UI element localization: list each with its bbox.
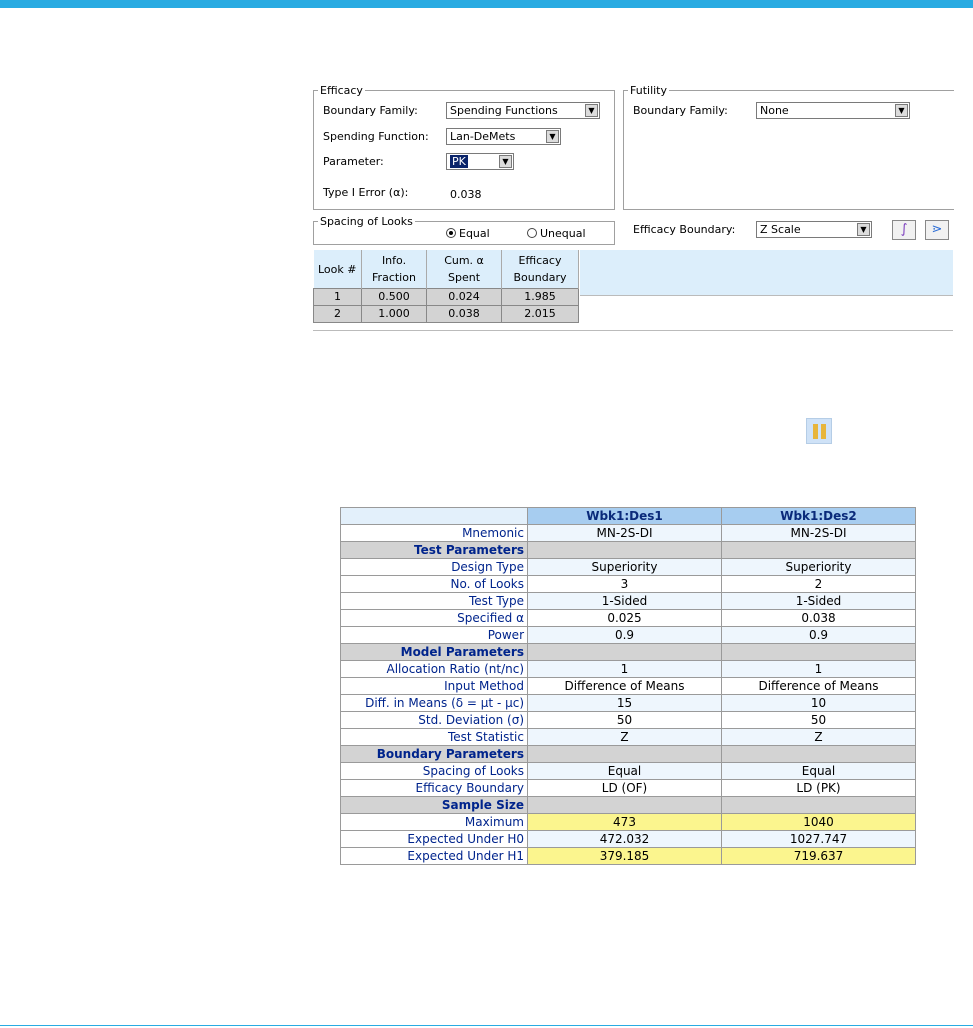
- table-cell[interactable]: 0.500: [362, 289, 427, 306]
- spacing-unequal-label: Unequal: [540, 227, 586, 240]
- comparison-header-row: [341, 508, 916, 525]
- table-cell: 15: [528, 695, 722, 712]
- row-label: Expected Under H1: [341, 848, 528, 865]
- table-cell[interactable]: 1.000: [362, 306, 427, 323]
- table-cell: [722, 797, 916, 814]
- row-label: Diff. in Means (δ = μt - μc): [341, 695, 528, 712]
- type1-error-label: Type I Error (α):: [323, 186, 409, 199]
- looks-table: [313, 250, 579, 323]
- header-line: Boundary: [513, 271, 567, 284]
- table-cell: Difference of Means: [528, 678, 722, 695]
- spacing-unequal-radio[interactable]: [527, 227, 586, 240]
- table-cell: 473: [528, 814, 722, 831]
- futility-legend: Futility: [630, 84, 668, 97]
- stopping-chart-icon: ⋗: [931, 222, 943, 237]
- table-cell: Z: [722, 729, 916, 746]
- table-cell: [528, 797, 722, 814]
- table-row: [341, 848, 916, 865]
- table-cell: Equal: [528, 763, 722, 780]
- cum-alpha-spent-header: [427, 250, 502, 289]
- table-cell: LD (OF): [528, 780, 722, 797]
- table-cell: 0.9: [528, 627, 722, 644]
- section-row: [341, 644, 916, 661]
- column-header-des1: Wbk1:Des1: [528, 508, 722, 525]
- table-cell: 1: [528, 661, 722, 678]
- row-label: Specified α: [341, 610, 528, 627]
- table-cell: [722, 746, 916, 763]
- row-label: Maximum: [341, 814, 528, 831]
- table-cell: Z: [528, 729, 722, 746]
- efficacy-boundary-label: Efficacy Boundary:: [633, 223, 736, 236]
- table-cell: 1: [314, 289, 362, 306]
- header-line: Spent: [447, 271, 481, 284]
- section-row: [341, 542, 916, 559]
- looks-table-header-extension: [580, 250, 953, 296]
- efficacy-boundary-scale-value: Z Scale: [760, 223, 801, 236]
- table-row: [341, 610, 916, 627]
- table-cell: 1: [722, 661, 916, 678]
- bottom-accent-line: [0, 1025, 973, 1026]
- spacing-equal-label: Equal: [459, 227, 490, 240]
- row-label: Power: [341, 627, 528, 644]
- radio-unselected-icon: [527, 228, 537, 238]
- table-cell: Equal: [722, 763, 916, 780]
- table-cell: 1040: [722, 814, 916, 831]
- table-row: [341, 661, 916, 678]
- header-line: Info.: [381, 254, 407, 267]
- table-cell: Superiority: [528, 559, 722, 576]
- boundary-chart-icon: ∫: [900, 222, 908, 237]
- table-cell: 50: [528, 712, 722, 729]
- table-row: [314, 306, 579, 323]
- looks-table-header: [314, 250, 579, 289]
- look-number-header: Look #: [314, 250, 362, 289]
- table-cell: [528, 644, 722, 661]
- table-cell: 1027.747: [722, 831, 916, 848]
- section-row: [341, 797, 916, 814]
- table-row: [341, 780, 916, 797]
- table-cell: 3: [528, 576, 722, 593]
- section-row: [341, 746, 916, 763]
- table-row: [341, 695, 916, 712]
- efficacy-boundary-scale-dropdown[interactable]: [756, 221, 872, 238]
- chevron-down-icon: ▼: [546, 130, 559, 143]
- table-cell: [528, 542, 722, 559]
- table-cell: 50: [722, 712, 916, 729]
- table-row: [341, 525, 916, 542]
- section-label: Test Parameters: [341, 542, 528, 559]
- row-label: Spacing of Looks: [341, 763, 528, 780]
- table-cell: 379.185: [528, 848, 722, 865]
- row-label: Test Statistic: [341, 729, 528, 746]
- table-row: [341, 627, 916, 644]
- table-cell: 2: [314, 306, 362, 323]
- table-cell: 10: [722, 695, 916, 712]
- table-cell: 0.024: [427, 289, 502, 306]
- row-label: Input Method: [341, 678, 528, 695]
- row-label: Test Type: [341, 593, 528, 610]
- looks-table-bottom-line: [313, 330, 953, 331]
- row-label: Design Type: [341, 559, 528, 576]
- table-cell: [722, 644, 916, 661]
- row-label: Std. Deviation (σ): [341, 712, 528, 729]
- table-row: [341, 559, 916, 576]
- chevron-down-icon: ▼: [585, 104, 598, 117]
- spacing-equal-radio[interactable]: [446, 227, 490, 240]
- header-line: Fraction: [372, 271, 416, 284]
- table-row: [341, 814, 916, 831]
- futility-boundary-family-label: Boundary Family:: [633, 104, 728, 117]
- section-label: Boundary Parameters: [341, 746, 528, 763]
- efficacy-boundary-family-label: Boundary Family:: [323, 104, 418, 117]
- section-label: Model Parameters: [341, 644, 528, 661]
- header-line: Efficacy: [518, 254, 562, 267]
- table-row: [341, 831, 916, 848]
- type1-error-value: 0.038: [450, 188, 482, 201]
- table-cell: MN-2S-DI: [528, 525, 722, 542]
- futility-boundary-family-value: None: [760, 104, 789, 117]
- spending-function-value: Lan-DeMets: [450, 130, 516, 143]
- row-label: No. of Looks: [341, 576, 528, 593]
- table-cell: 719.637: [722, 848, 916, 865]
- table-row: [341, 593, 916, 610]
- spacing-legend: Spacing of Looks: [320, 215, 413, 228]
- column-header-des2: Wbk1:Des2: [722, 508, 916, 525]
- table-row: [341, 576, 916, 593]
- parameter-dropdown[interactable]: [446, 153, 514, 170]
- table-cell: 0.025: [528, 610, 722, 627]
- table-cell: Superiority: [722, 559, 916, 576]
- efficacy-legend: Efficacy: [320, 84, 363, 97]
- table-row: [314, 289, 579, 306]
- spending-function-label: Spending Function:: [323, 130, 429, 143]
- table-cell: 472.032: [528, 831, 722, 848]
- table-cell: 1-Sided: [722, 593, 916, 610]
- table-cell: 2: [722, 576, 916, 593]
- spending-function-dropdown[interactable]: [446, 128, 561, 145]
- efficacy-boundary-family-value: Spending Functions: [450, 104, 558, 117]
- comparison-body: [341, 525, 916, 865]
- radio-selected-icon: [446, 228, 456, 238]
- header-line: Cum. α: [444, 254, 484, 267]
- chevron-down-icon: ▼: [499, 155, 512, 168]
- table-cell: [722, 542, 916, 559]
- row-label: Efficacy Boundary: [341, 780, 528, 797]
- table-cell: 1-Sided: [528, 593, 722, 610]
- info-fraction-header: [362, 250, 427, 289]
- table-cell: LD (PK): [722, 780, 916, 797]
- table-cell: 0.038: [427, 306, 502, 323]
- table-cell: 2.015: [502, 306, 579, 323]
- table-cell: [528, 746, 722, 763]
- parameter-value: PK: [452, 155, 466, 168]
- boundary-chart-button[interactable]: [892, 220, 916, 240]
- table-cell: 1.985: [502, 289, 579, 306]
- efficacy-boundary-header: [502, 250, 579, 289]
- section-label: Sample Size: [341, 797, 528, 814]
- table-row: [341, 712, 916, 729]
- row-label: Mnemonic: [341, 525, 528, 542]
- top-accent-bar: [0, 0, 973, 8]
- futility-boundary-family-dropdown[interactable]: [756, 102, 910, 119]
- stopping-chart-button[interactable]: [925, 220, 949, 240]
- comparison-corner-cell: [341, 508, 528, 525]
- table-cell: 0.9: [722, 627, 916, 644]
- pause-icon[interactable]: [806, 418, 832, 444]
- chevron-down-icon: ▼: [857, 223, 870, 236]
- row-label: Allocation Ratio (nt/nc): [341, 661, 528, 678]
- table-cell: MN-2S-DI: [722, 525, 916, 542]
- table-row: [341, 678, 916, 695]
- efficacy-boundary-family-dropdown[interactable]: [446, 102, 600, 119]
- table-cell: Difference of Means: [722, 678, 916, 695]
- table-row: [341, 729, 916, 746]
- parameter-label: Parameter:: [323, 155, 384, 168]
- row-label: Expected Under H0: [341, 831, 528, 848]
- table-cell: 0.038: [722, 610, 916, 627]
- chevron-down-icon: ▼: [895, 104, 908, 117]
- table-row: [341, 763, 916, 780]
- design-comparison-table: [340, 507, 916, 865]
